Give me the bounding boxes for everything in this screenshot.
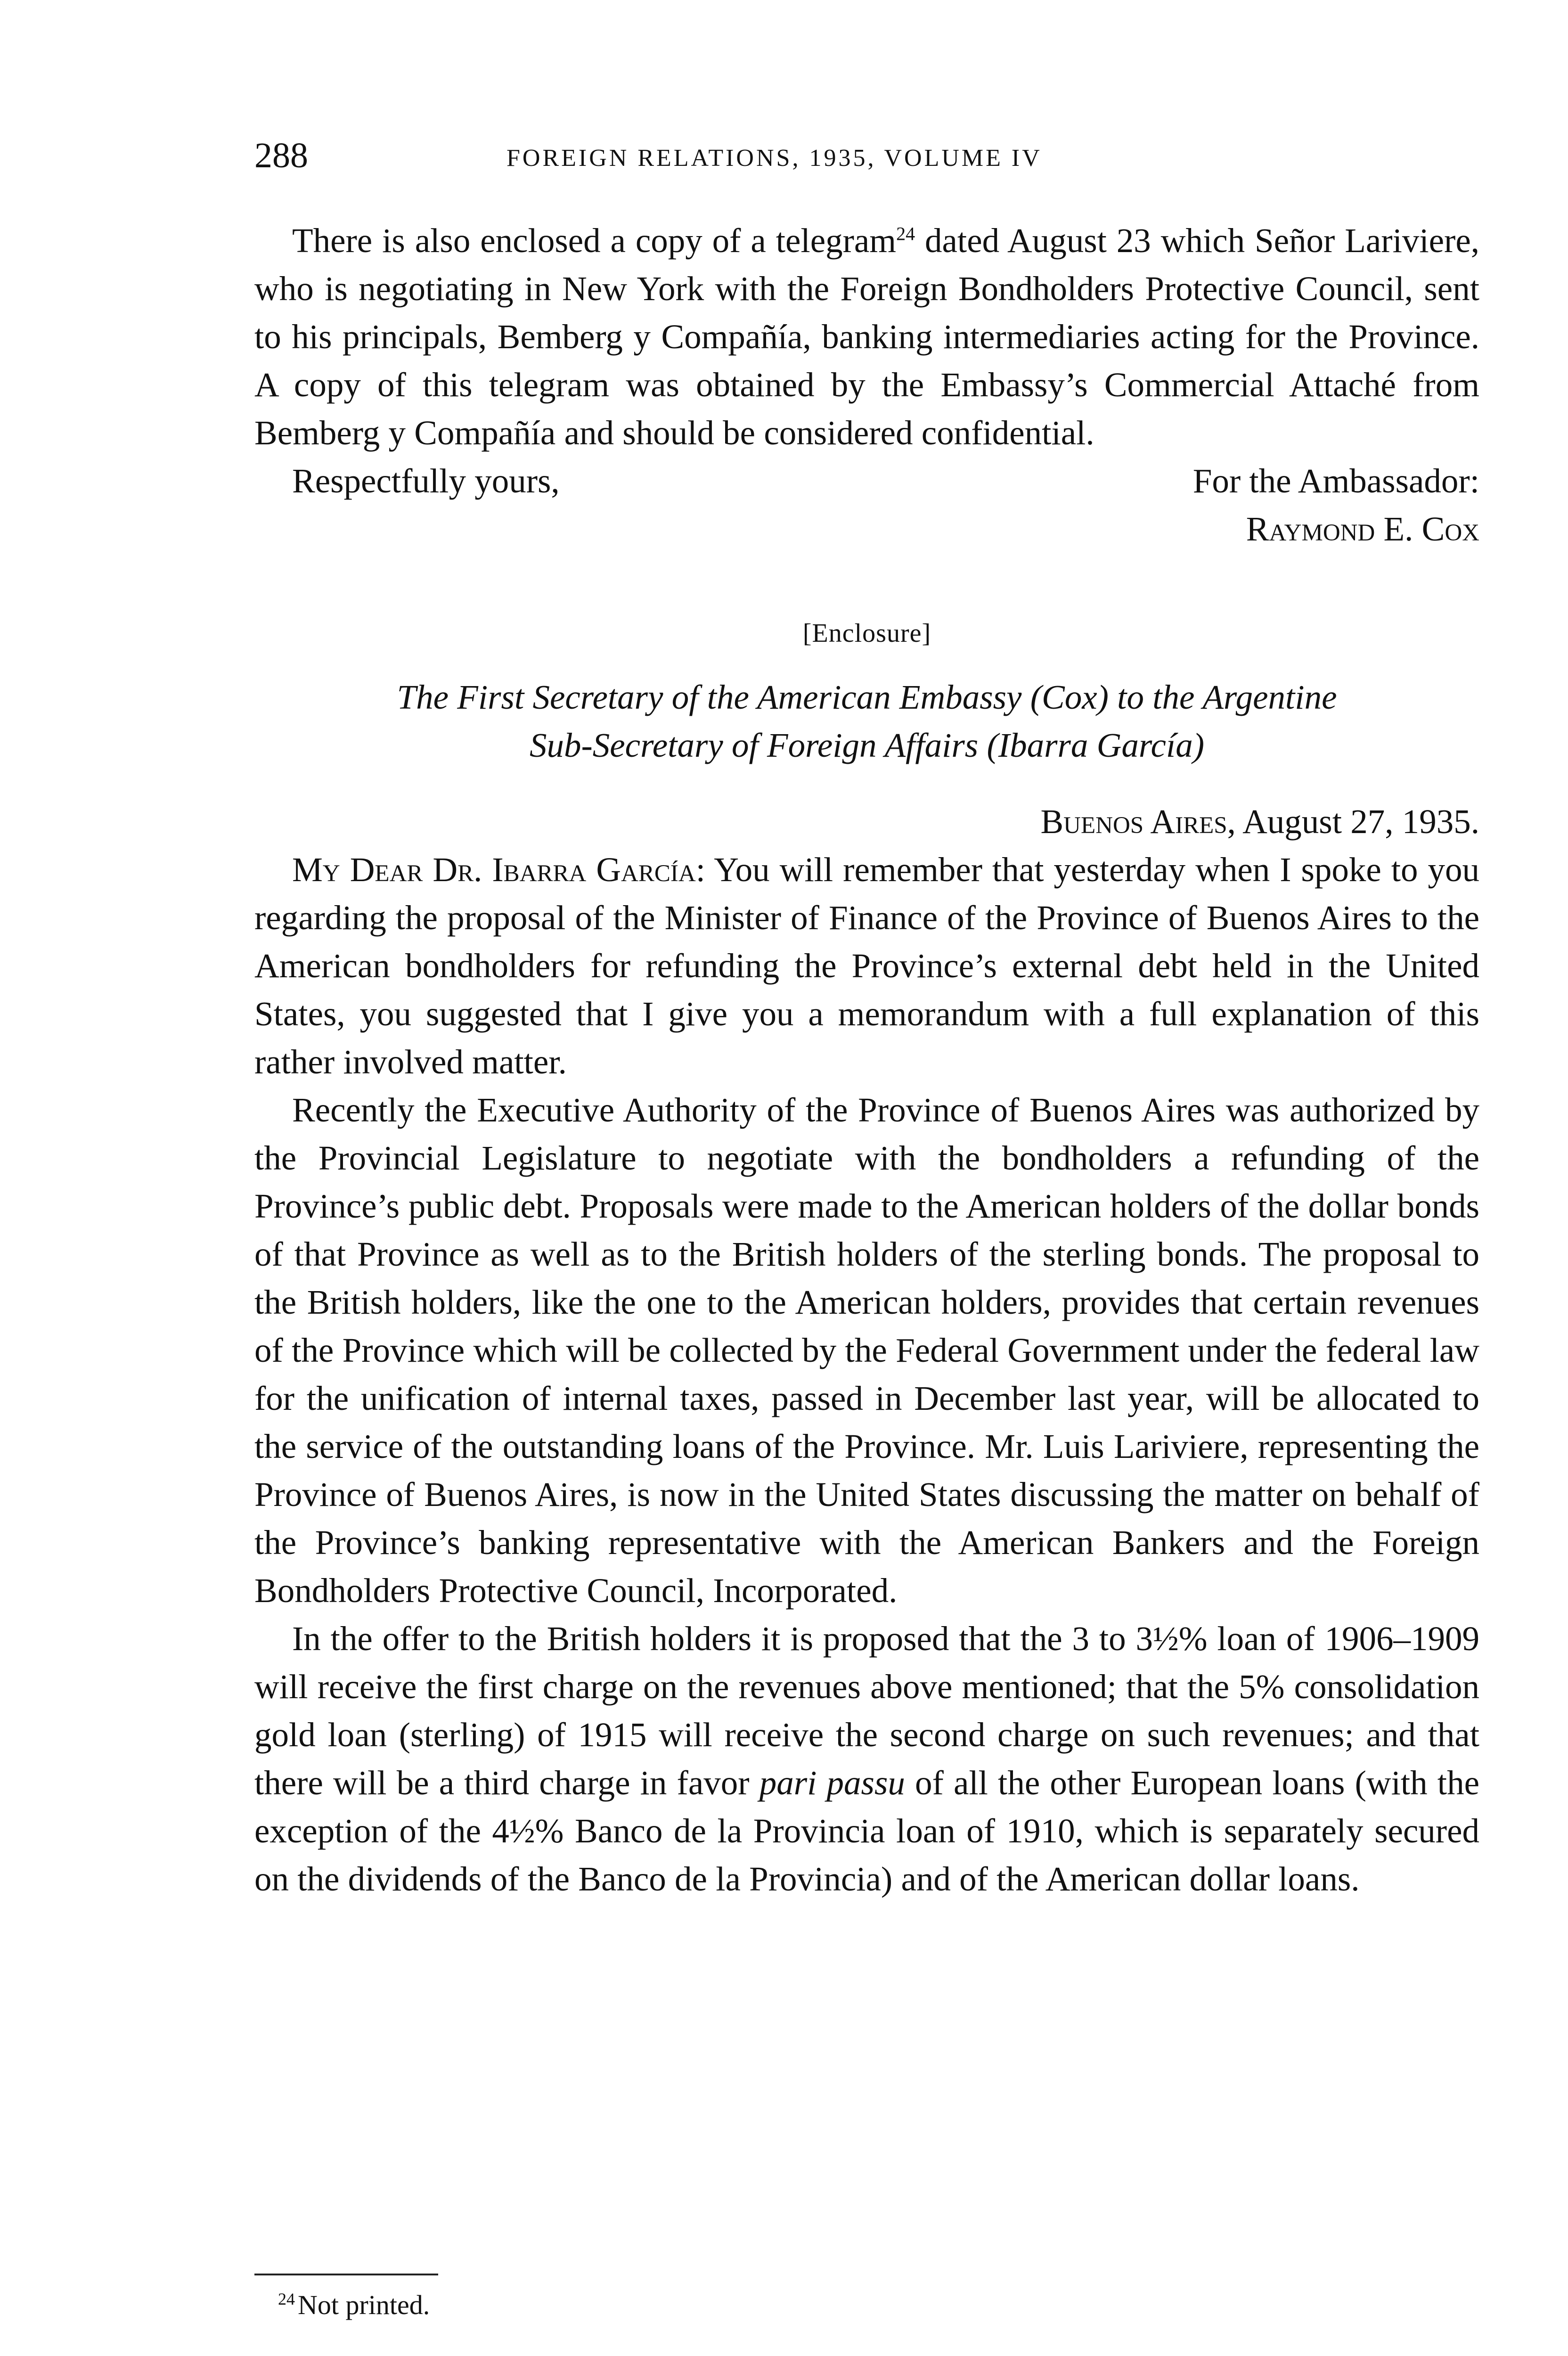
- document-title: [254, 673, 1479, 769]
- letter-paragraph-3: [254, 1615, 1479, 1903]
- intro-text-continued: dated August 23 which Señor Lariviere, who is negotiating in New York with the Foreign Bondholders Protective Council, sent to his principals, Bemberg y Compañía, banking intermediaries acting for the Province. A copy of this telegram was obtained by the Embassy’s Commercial Attaché from Bemberg y Compañía and should be considered confidential.: [254, 221, 1479, 452]
- intro-text: There is also enclosed a copy of a telegram: [292, 221, 897, 260]
- footnote-reference: 24: [896, 223, 915, 245]
- dateline-date: August 27, 1935.: [1235, 802, 1479, 841]
- pari-passu-term: pari passu: [759, 1764, 905, 1802]
- dateline-place: Buenos Aires,: [1040, 802, 1236, 841]
- dateline: [254, 798, 1479, 846]
- complimentary-close: Respectfully yours,: [292, 462, 560, 500]
- footnote-mark: 24: [278, 2289, 295, 2308]
- running-head: FOREIGN RELATIONS, 1935, VOLUME IV: [506, 145, 1042, 172]
- letter-paragraph-1: [254, 846, 1479, 1086]
- paragraph-1-text: You will remember that yesterday when I spoke to you regarding the proposal of the Minister of Finance of the Province of Buenos Aires to the American bondholders for refunding the Province’s external debt held in the United States, you suggested that I give you a memorandum with a full explanation of this rather involved matter.: [254, 851, 1480, 1081]
- intro-paragraph: [254, 217, 1479, 457]
- paragraph-3-text-a: In the offer to the British holders it is proposed that the 3 to 3½% loan of 1906–1909 will receive the first charge on the revenues above mentioned; that the 5% consolidation gold loan (sterling) of 1915 will receive the second charge on such revenues; and that there will be a third charge in favor: [254, 1620, 1479, 1802]
- document-title-line1: The First Secretary of the American Embassy (Cox) to the Argentine: [397, 678, 1337, 716]
- footnote-divider: [254, 2274, 438, 2275]
- page-body: [254, 217, 1479, 1903]
- letter-paragraph-2: Recently the Executive Authority of the Province of Buenos Aires was authorized by the Provincial Legislature to negotiate with the bondholders a refunding of the Province’s public debt. Proposals were made to the American holders of the dollar bonds of that Province as well as to the British holders of the sterling bonds. The proposal to the British holders, like the one to the American holders, provides that certain revenues of the Province which will be collected by the Federal Government under the federal law for the unification of internal taxes, passed in December last year, will be allocated to the service of the outstanding loans of the Province. Mr. Luis Lariviere, representing the Province of Buenos Aires, is now in the United States discussing the matter on behalf of the Province’s banking representative with the American Bankers and the Foreign Bondholders Protective Council, Incorporated.: [254, 1091, 1479, 1610]
- salutation: My Dear Dr. Ibarra García:: [292, 851, 706, 889]
- footnote: [278, 2286, 430, 2324]
- paragraph-3-text-b: of all the other European loans (with the exception of the 4½% Banco de la Provincia loan of 1910, which is separately secured on the dividends of the Banco de la Provincia) and of the American dollar loans.: [254, 1764, 1479, 1898]
- page-header: [0, 134, 1568, 177]
- closing-row: [254, 457, 1479, 505]
- for-ambassador-line: For the Ambassador:: [1192, 462, 1479, 500]
- footnote-text: Not printed.: [298, 2290, 430, 2320]
- document-title-line2: Sub-Secretary of Foreign Affairs (Ibarra García): [529, 726, 1205, 764]
- page-number: 288: [254, 136, 308, 175]
- enclosure-label: [Enclosure]: [802, 619, 931, 648]
- signature: Raymond E. Cox: [1246, 510, 1479, 548]
